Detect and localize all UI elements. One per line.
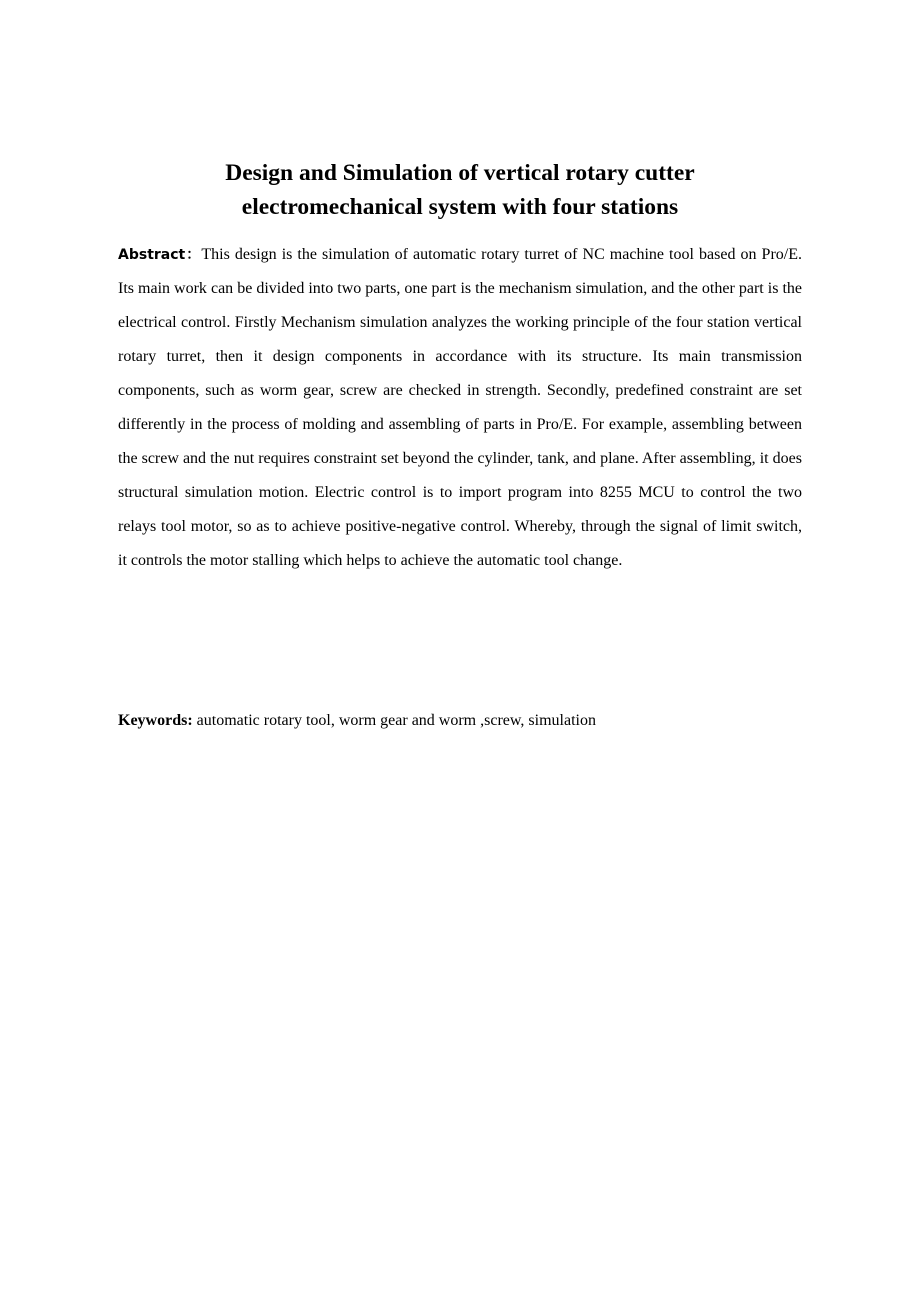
paper-title-line-2: electromechanical system with four stations xyxy=(241,194,679,220)
abstract-separator: ： xyxy=(185,247,202,263)
abstract-label: Abstract xyxy=(118,247,186,263)
keywords-line xyxy=(118,704,802,738)
paper-title-line-1: Design and Simulation of vertical rotary cutter xyxy=(225,160,695,186)
keywords-label: Keywords: xyxy=(118,712,193,729)
abstract-text: This design is the simulation of automatic rotary turret of NC machine tool based on Pro/E. Its main work can be divided into two parts, one part is the mechanism simulation, and the other part is the electrical control. Firstly Mechanism simulation analyzes the working principle of the four station vertical rotary turret, then it design components in accordance with its structure. Its main transmission components, such as worm gear, screw are checked in strength. Secondly, predefined constraint are set differently in the process of molding and assembling of parts in Pro/E. For example, assembling between the screw and the nut requires constraint set beyond the cylinder, tank, and plane. After assembling, it does structural simulation motion. Electric control is to import program into 8255 MCU to control the two relays tool motor, so as to achieve positive-negative control. Whereby, through the signal of limit switch, it controls the motor stalling which helps to achieve the automatic tool change. xyxy=(118,246,803,569)
keywords-text: automatic rotary tool, worm gear and worm ,screw, simulation xyxy=(192,712,596,729)
paper-title xyxy=(118,156,802,224)
abstract-paragraph xyxy=(118,238,802,578)
